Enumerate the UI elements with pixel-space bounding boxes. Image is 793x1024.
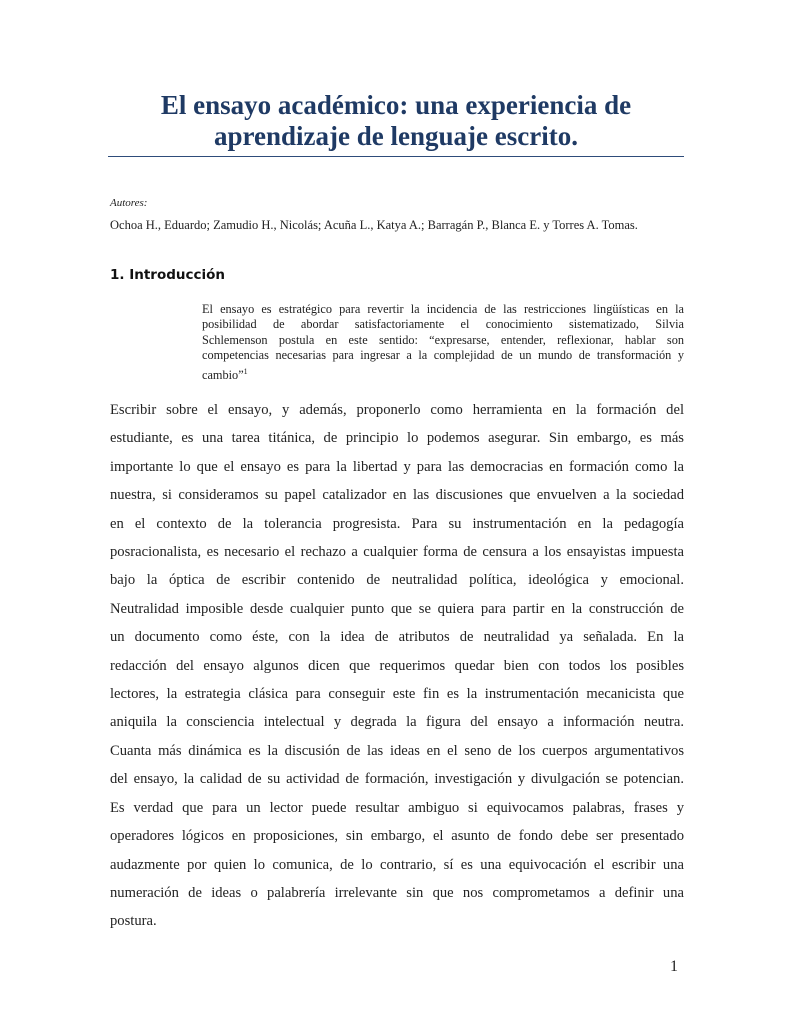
text-line: cambio”$^1$ <box>202 366 248 382</box>
text-line: Schlemenson postula en este sentido: “expresarse, entender, reflexionar, hablar son <box>202 332 684 347</box>
text-line: Escribir sobre el ensayo, y además, proponerlo como herramienta en la formación del <box>110 402 684 418</box>
text-line: en el contexto de la tolerancia progresista. Para su instrumentación en la pedagogía <box>110 515 684 532</box>
text-line: posibilidad de abordar satisfactoriamente el conocimiento sistematizado, Silvia <box>202 317 684 332</box>
text-line: del ensayo, la calidad de su actividad de formación, investigación y divulgación se potencian. <box>110 771 684 788</box>
title-divider <box>108 156 684 157</box>
title-line: El ensayo académico: una experiencia de <box>160 90 632 120</box>
authors-label: Autores: <box>110 197 148 209</box>
text-line: Neutralidad imposible desde cualquier punto que se quiera para partir en la construcción de <box>110 600 684 617</box>
footnote-marker[interactable]: 1 <box>243 366 248 376</box>
text-line: audazmente por quien lo comunica, de lo contrario, sí es una equivocación el escribir una <box>110 856 684 873</box>
document-title <box>108 90 684 152</box>
text-line: lectores, la estrategia clásica para conseguir este fin es la instrumentación mecanicista que <box>110 686 684 703</box>
text-line: estudiante, es una tarea titánica, de principio lo podemos asegurar. Sin embargo, es más <box>110 430 684 447</box>
text-line: Cuanta más dinámica es la discusión de las ideas en el seno de los cuerpos argumentativos <box>110 742 684 759</box>
text-line: operadores lógicos en proposiciones, sin embargo, el asunto de fondo debe ser presentado <box>110 828 684 845</box>
title-line: aprendizaje de lenguaje escrito. <box>214 121 578 151</box>
text-line: Es verdad que para un lector puede resultar ambiguo si equivocamos palabras, frases y <box>110 799 684 816</box>
text-line: numeración de ideas o palabrería irrelevante sin que nos comprometamos a definir una <box>110 884 684 901</box>
text-line: El ensayo es estratégico para revertir la incidencia de las restricciones lingüísticas en la <box>202 302 684 316</box>
text-line: un documento como éste, con la idea de atributos de neutralidad ya señalada. En la <box>110 629 684 646</box>
text-line: posracionalista, es necesario el rechazo a cualquier forma de censura a los ensayistas impuesta <box>110 544 684 561</box>
text-line: nuestra, si consideramos su papel catalizador en las discusiones que envuelven a la sociedad <box>110 487 684 504</box>
text-line: importante lo que el ensayo es para la libertad y para las democracias en formación como la <box>110 458 684 475</box>
text-line: competencias necesarias para ingresar a la complejidad de un mundo de transformación y <box>202 348 684 363</box>
body-paragraph <box>110 396 684 936</box>
authors-list: Ochoa H., Eduardo; Zamudio H., Nicolás; Acuña L., Katya A.; Barragán P., Blanca E. y Torres A. Tomas. <box>110 218 638 232</box>
block-quote <box>202 302 684 383</box>
section-heading: 1. Introducción <box>110 267 226 283</box>
text-line: aniquila la consciencia intelectual y degrada la figura del ensayo a información neutra. <box>110 714 684 731</box>
text-line: bajo la óptica de escribir contenido de neutralidad política, ideológica y emocional. <box>110 572 684 589</box>
text-line: redacción del ensayo algunos dicen que requerimos quedar bien con todos los posibles <box>110 657 684 674</box>
text-line: postura. <box>110 913 157 930</box>
page-number: 1 <box>670 958 678 975</box>
